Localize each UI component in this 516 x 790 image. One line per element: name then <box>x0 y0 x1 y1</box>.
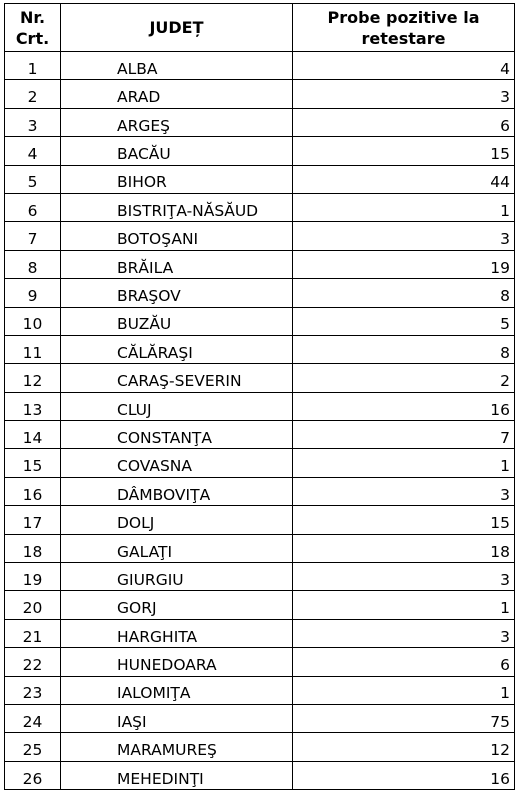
positive-retest-count-cell: 8 <box>293 279 515 307</box>
positive-retest-count-cell: 3 <box>293 563 515 591</box>
positive-retest-count-cell: 12 <box>293 733 515 761</box>
row-number-cell: 19 <box>5 563 61 591</box>
table-row <box>5 307 515 335</box>
positive-retest-count-cell: 44 <box>293 165 515 193</box>
table-row <box>5 108 515 136</box>
county-name-cell: CONSTANŢA <box>61 421 293 449</box>
county-name-cell: CLUJ <box>61 392 293 420</box>
positive-retest-count-cell: 8 <box>293 335 515 363</box>
header-nr-line1: Nr. <box>19 7 46 27</box>
header-judet <box>61 4 293 52</box>
county-name-cell: GALAŢI <box>61 534 293 562</box>
county-name-cell: GIURGIU <box>61 563 293 591</box>
county-name-cell: IALOMIŢA <box>61 676 293 704</box>
positive-retest-count-cell: 19 <box>293 250 515 278</box>
row-number-cell: 17 <box>5 506 61 534</box>
row-number-cell: 8 <box>5 250 61 278</box>
positive-retest-count-cell: 15 <box>293 506 515 534</box>
county-name-cell: CARAŞ-SEVERIN <box>61 364 293 392</box>
county-name-cell: ALBA <box>61 52 293 80</box>
table-header <box>5 4 515 52</box>
row-number-cell: 16 <box>5 477 61 505</box>
table-row <box>5 648 515 676</box>
table-row <box>5 335 515 363</box>
header-judet-label: JUDEȚ <box>149 18 204 37</box>
table-row <box>5 279 515 307</box>
positive-retest-count-cell: 16 <box>293 392 515 420</box>
county-name-cell: HUNEDOARA <box>61 648 293 676</box>
row-number-cell: 15 <box>5 449 61 477</box>
row-number-cell: 21 <box>5 619 61 647</box>
county-name-cell: BUZĂU <box>61 307 293 335</box>
county-name-cell: CĂLĂRAŞI <box>61 335 293 363</box>
positive-retest-count-cell: 7 <box>293 421 515 449</box>
county-name-cell: ARAD <box>61 80 293 108</box>
county-name-cell: MEHEDINŢI <box>61 761 293 789</box>
table-row <box>5 80 515 108</box>
table-row <box>5 193 515 221</box>
row-number-cell: 22 <box>5 648 61 676</box>
county-name-cell: BIHOR <box>61 165 293 193</box>
row-number-cell: 20 <box>5 591 61 619</box>
row-number-cell: 10 <box>5 307 61 335</box>
table-row <box>5 733 515 761</box>
positive-retest-count-cell: 6 <box>293 108 515 136</box>
table-row <box>5 449 515 477</box>
row-number-cell: 2 <box>5 80 61 108</box>
row-number-cell: 25 <box>5 733 61 761</box>
row-number-cell: 18 <box>5 534 61 562</box>
row-number-cell: 12 <box>5 364 61 392</box>
table-row <box>5 563 515 591</box>
county-name-cell: BISTRIŢA-NĂSĂUD <box>61 193 293 221</box>
positive-retest-count-cell: 75 <box>293 704 515 732</box>
positive-retest-count-cell: 2 <box>293 364 515 392</box>
county-name-cell: ARGEŞ <box>61 108 293 136</box>
header-probe-pozitive <box>293 4 515 52</box>
positive-retest-count-cell: 3 <box>293 619 515 647</box>
county-name-cell: GORJ <box>61 591 293 619</box>
positive-retest-count-cell: 15 <box>293 137 515 165</box>
county-name-cell: COVASNA <box>61 449 293 477</box>
table-row <box>5 477 515 505</box>
table-row <box>5 421 515 449</box>
positive-retest-count-cell: 3 <box>293 222 515 250</box>
row-number-cell: 3 <box>5 108 61 136</box>
row-number-cell: 24 <box>5 704 61 732</box>
county-name-cell: BOTOŞANI <box>61 222 293 250</box>
row-number-cell: 26 <box>5 761 61 789</box>
row-number-cell: 11 <box>5 335 61 363</box>
positive-retest-count-cell: 1 <box>293 449 515 477</box>
county-name-cell: IAŞI <box>61 704 293 732</box>
table-row <box>5 506 515 534</box>
header-nr-line2: Crt. <box>15 28 50 48</box>
table-row <box>5 392 515 420</box>
county-results-table <box>4 3 515 790</box>
table-row <box>5 619 515 647</box>
county-name-cell: MARAMUREŞ <box>61 733 293 761</box>
table-row <box>5 534 515 562</box>
county-name-cell: BRĂILA <box>61 250 293 278</box>
county-name-cell: BRAŞOV <box>61 279 293 307</box>
row-number-cell: 1 <box>5 52 61 80</box>
table-row <box>5 591 515 619</box>
row-number-cell: 7 <box>5 222 61 250</box>
row-number-cell: 23 <box>5 676 61 704</box>
positive-retest-count-cell: 3 <box>293 477 515 505</box>
row-number-cell: 13 <box>5 392 61 420</box>
table-row <box>5 250 515 278</box>
row-number-cell: 4 <box>5 137 61 165</box>
county-name-cell: HARGHITA <box>61 619 293 647</box>
positive-retest-count-cell: 1 <box>293 591 515 619</box>
header-value-line1: Probe pozitive la <box>327 7 480 27</box>
header-nr-crt <box>5 4 61 52</box>
table-row <box>5 52 515 80</box>
table-row <box>5 137 515 165</box>
header-value-line2: retestare <box>361 28 446 48</box>
positive-retest-count-cell: 3 <box>293 80 515 108</box>
table-row <box>5 165 515 193</box>
positive-retest-count-cell: 16 <box>293 761 515 789</box>
positive-retest-count-cell: 6 <box>293 648 515 676</box>
row-number-cell: 9 <box>5 279 61 307</box>
county-name-cell: BACĂU <box>61 137 293 165</box>
county-name-cell: DÂMBOVIŢA <box>61 477 293 505</box>
row-number-cell: 6 <box>5 193 61 221</box>
row-number-cell: 5 <box>5 165 61 193</box>
table-row <box>5 364 515 392</box>
table-row <box>5 222 515 250</box>
row-number-cell: 14 <box>5 421 61 449</box>
positive-retest-count-cell: 1 <box>293 676 515 704</box>
table-body <box>5 52 515 790</box>
table-row <box>5 676 515 704</box>
table-row <box>5 704 515 732</box>
header-row <box>5 4 515 52</box>
table-row <box>5 761 515 789</box>
positive-retest-count-cell: 4 <box>293 52 515 80</box>
positive-retest-count-cell: 5 <box>293 307 515 335</box>
county-name-cell: DOLJ <box>61 506 293 534</box>
positive-retest-count-cell: 18 <box>293 534 515 562</box>
positive-retest-count-cell: 1 <box>293 193 515 221</box>
